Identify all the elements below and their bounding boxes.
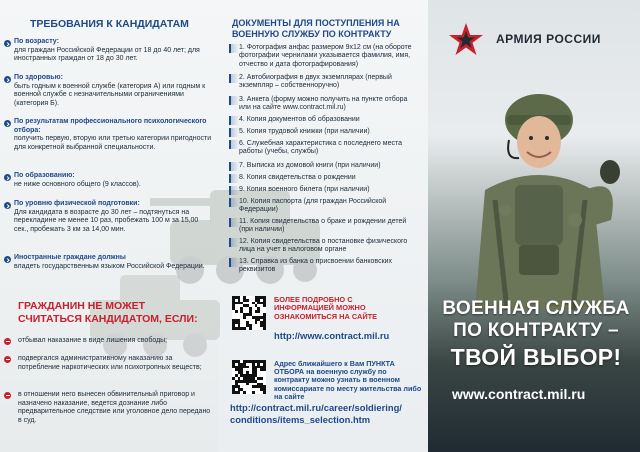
selection-link-continued[interactable]: conditions/items_selection.htm — [230, 414, 371, 425]
document-item: 5. Копия трудовой книжки (при наличии) — [230, 128, 420, 136]
check-icon — [4, 120, 11, 127]
minus-icon — [4, 392, 11, 399]
check-icon — [4, 174, 11, 181]
disqualification-item: отбывал наказание в виде лишения свободы; — [18, 337, 168, 344]
document-item: 2. Автобиография в двух экземплярах (первый экземпляр – собственноручно) — [230, 74, 420, 91]
requirement-head: По возрасту: — [14, 38, 59, 45]
requirement-age — [14, 38, 214, 64]
document-item: 8. Копия свидетельства о рождении — [230, 174, 420, 182]
requirement-text: быть годным к военной службе (категория А) или годным к военной службе с незначительными ограничениями (категория Б). — [14, 82, 206, 107]
slogan-line-3: ТВОЙ ВЫБОР! — [450, 344, 622, 370]
minus-icon — [4, 338, 11, 345]
requirement-education — [14, 172, 214, 189]
check-icon — [4, 202, 11, 209]
brand-name: АРМИЯ РОССИИ — [496, 32, 601, 46]
selection-link[interactable]: http://contract.mil.ru/career/soldiering/ — [230, 402, 402, 413]
check-icon — [4, 76, 11, 83]
site-link[interactable]: http://www.contract.mil.ru — [274, 330, 390, 341]
disqualification-item: подвергался административному наказанию за потребление наркотических или психотропных веществ; — [18, 355, 202, 371]
requirement-text: Для кандидата в возрасте до 30 лет – подтянуться на перекладине не менее 10 раз, пробежать 100 м за 15,00 сек., пробежать 3 км за 14,00 мин. — [14, 208, 199, 233]
document-item: 7. Выписка из домовой книги (при наличии) — [230, 162, 420, 170]
requirement-head: Иностранные граждане должны — [14, 254, 126, 261]
website-link[interactable]: www.contract.mil.ru — [452, 386, 586, 402]
document-item: 1. Фотография анфас размером 9х12 см (на оборотe фотографии чернилами указывается фамилия, имя, отчество и дата фотографирования) — [230, 44, 420, 69]
more-info-text: БОЛЕЕ ПОДРОБНО С ИНФОРМАЦИЕЙ МОЖНО ОЗНАКОМИТЬСЯ НА САЙТЕ — [274, 295, 378, 321]
document-item: 11. Копия свидетельства о браке и рождении детей (при наличии) — [230, 218, 420, 235]
document-item: 3. Анкета (форму можно получить на пункте отбора или на сайте www.contract.mil.ru) — [230, 96, 420, 113]
requirement-psychology — [14, 118, 214, 152]
requirement-text: владеть государственным языком Российской Федерации. — [14, 262, 205, 270]
address-info-text: Адрес ближайшего к Вам ПУНКТА ОТБОРА на военную службу по контракту можно узнать в военном комиссариате по месту жительства либо на сайте — [274, 359, 422, 401]
document-item: 9. Копия военного билета (при наличии) — [230, 186, 420, 194]
slogan-line-2: ПО КОНТРАКТУ – — [453, 320, 619, 341]
requirement-fitness — [14, 200, 214, 234]
requirement-head: По уровню физической подготовки: — [14, 200, 140, 207]
requirement-text: получить первую, вторую или третью категории пригодности для конкретной выбранной специальности. — [14, 135, 212, 151]
requirements-title: ТРЕБОВАНИЯ К КАНДИДАТАМ — [30, 18, 189, 30]
document-item: 10. Копия паспорта (для граждан Российской Федерации) — [230, 198, 420, 215]
document-item: 13. Справка из банка о присвоении банковских реквизитов — [230, 258, 420, 275]
disqualification-title: ГРАЖДАНИН НЕ МОЖЕТ СЧИТАТЬСЯ КАНДИДАТОМ, ЕСЛИ: — [18, 300, 198, 325]
qr-code-icon[interactable] — [232, 296, 266, 330]
slogan-line-1: ВОЕННАЯ СЛУЖБА — [442, 298, 630, 319]
check-icon — [4, 40, 11, 47]
requirement-head: По здоровью: — [14, 74, 63, 81]
star-logo-icon — [448, 22, 484, 56]
document-item: 6. Служебная характеристика с последнего места работы (учебы, службы) — [230, 140, 420, 157]
soldier-illustration-icon — [435, 60, 640, 310]
disqualification-item: в отношении него вынесен обвинительный приговор и назначено наказание, ведется дознание либо предварительное следствие или уголовное дело передано в суд. — [18, 391, 211, 424]
minus-icon — [4, 356, 11, 363]
document-item: 4. Копия документов об образовании — [230, 116, 420, 124]
documents-title: ДОКУМЕНТЫ ДЛЯ ПОСТУПЛЕНИЯ НА ВОЕННУЮ СЛУЖБУ ПО КОНТРАКТУ — [232, 18, 400, 39]
qr-code-icon[interactable] — [232, 360, 266, 394]
requirement-text: для граждан Российской Федерации от 18 до 40 лет; для иностранных граждан от 18 до 30 лет. — [14, 46, 200, 63]
requirement-head: По результатам профессионального психологического отбора: — [14, 118, 207, 134]
requirement-foreigners — [14, 254, 214, 271]
requirement-text: не ниже основного общего (9 классов). — [14, 180, 141, 188]
requirement-health — [14, 74, 214, 108]
check-icon — [4, 256, 11, 263]
requirement-head: По образованию: — [14, 172, 75, 179]
document-item: 12. Копия свидетельства о постановке физического лица на учет в налоговом органе — [230, 238, 420, 255]
